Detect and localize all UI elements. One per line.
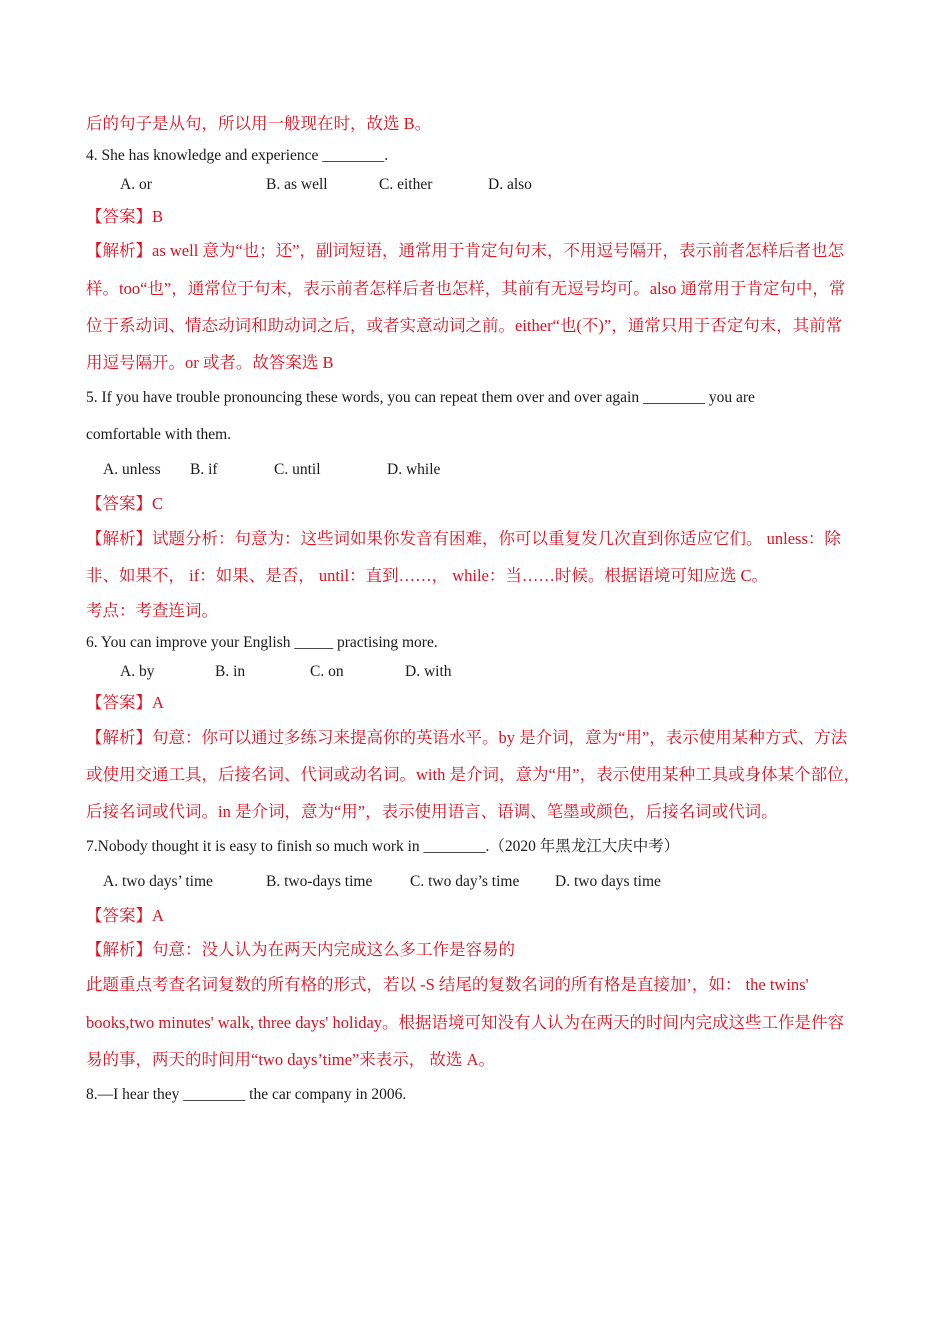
explanation-4-line-2: 样。too“也”，通常位于句末，表示前者怎样后者也怎样，其前有无逗号均可。also 通常用于肯定句中，常 xyxy=(86,279,846,298)
option-b: B. in xyxy=(215,663,246,680)
option-c: C. two day’s time xyxy=(410,873,520,890)
explanation-7-line-2: 此题重点考查名词复数的所有格的形式，若以 -S 结尾的复数名词的所有格是直接加’，如： the twins' xyxy=(86,975,809,994)
option-c: C. until xyxy=(274,461,321,478)
question-5-line-2: comfortable with them. xyxy=(86,426,232,443)
explanation-4-line-4: 用逗号隔开。or 或者。故答案选 B xyxy=(86,353,334,372)
explanation-7-line-1: 【解析】句意：没人认为在两天内完成这么多工作是容易的 xyxy=(86,940,515,959)
option-d: D. also xyxy=(488,176,532,193)
explanation-line: 后的句子是从句，所以用一般现在时，故选 B。 xyxy=(86,114,432,133)
explanation-4-line-3: 位于系动词、情态动词和助动词之后，或者实意动词之前。either“也(不)”，通常只用于否定句末，其前常 xyxy=(86,316,843,335)
explanation-4-line-1: 【解析】as well 意为“也；还”，副词短语，通常用于肯定句句末，不用逗号隔开，表示前者怎样后者也怎 xyxy=(86,241,845,260)
option-a: A. by xyxy=(120,663,155,680)
explanation-5-line-1: 【解析】试题分析：句意为：这些词如果你发音有困难，你可以重复发几次直到你适应它们。 unless：除 xyxy=(86,529,841,548)
option-a: A. or xyxy=(120,176,152,193)
explanation-6-line-3: 后接名词或代词。in 是介词，意为“用”，表示使用语言、语调、笔墨或颜色，后接名词或代词。 xyxy=(86,802,778,821)
option-d: D. with xyxy=(405,663,452,680)
explanation-6-line-2: 或使用交通工具，后接名词、代词或动名词。with 是介词，意为“用”，表示使用某种工具或身体某个部位， xyxy=(86,765,861,784)
option-d: D. two days time xyxy=(555,873,661,890)
answer-7: 【答案】A xyxy=(86,906,164,925)
option-a: A. unless xyxy=(103,461,161,478)
option-b: B. two-days time xyxy=(266,873,373,890)
question-5-line-1: 5. If you have trouble pronouncing these words, you can repeat them over and over again ________ you are xyxy=(86,389,755,406)
explanation-5-line-3: 考点：考查连词。 xyxy=(86,601,218,620)
explanation-6-line-1: 【解析】句意：你可以通过多练习来提高你的英语水平。by 是介词，意为“用”，表示使用某种方式、方法 xyxy=(86,728,848,747)
option-c: C. on xyxy=(310,663,344,680)
question-6: 6. You can improve your English _____ practising more. xyxy=(86,634,438,651)
option-b: B. if xyxy=(190,461,218,478)
explanation-7-line-4: 易的事，两天的时间用“two days’time”来表示， 故选 A。 xyxy=(86,1050,495,1069)
answer-5: 【答案】C xyxy=(86,494,164,513)
answer-4: 【答案】B xyxy=(86,207,164,226)
option-a: A. two days’ time xyxy=(103,873,213,890)
explanation-7-line-3: books,two minutes' walk, three days' holiday。根据语境可知没有人认为在两天的时间内完成这些工作是件容 xyxy=(86,1013,845,1032)
answer-6: 【答案】A xyxy=(86,693,164,712)
question-7: 7.Nobody thought it is easy to finish so much work in ________.（2020 年黑龙江大庆中考） xyxy=(86,838,680,855)
option-b: B. as well xyxy=(266,176,328,193)
question-8: 8.—I hear they ________ the car company in 2006. xyxy=(86,1086,407,1103)
option-c: C. either xyxy=(379,176,433,193)
explanation-5-line-2: 非、如果不， if：如果、是否， until：直到……， while：当……时候。根据语境可知应选 C。 xyxy=(86,566,768,585)
question-4: 4. She has knowledge and experience ________. xyxy=(86,147,389,164)
option-d: D. while xyxy=(387,461,441,478)
